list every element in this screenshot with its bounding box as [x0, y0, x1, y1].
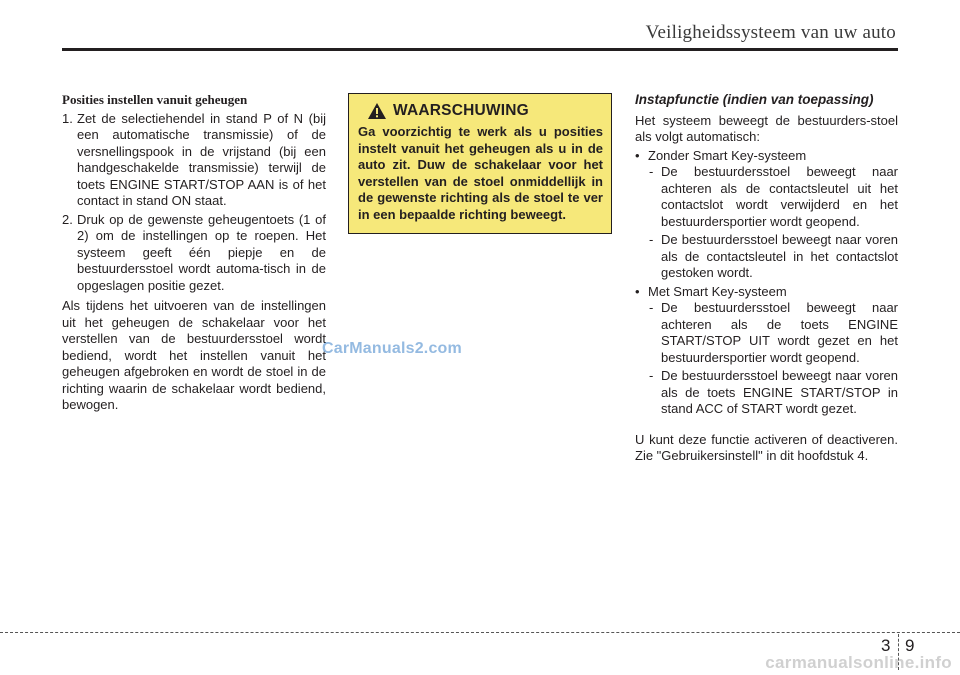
page-header-title: Veiligheidssysteem van uw auto	[645, 22, 896, 43]
step-text: Druk op de gewenste geheugentoets (1 of 2) om de instellingen op te roepen. Het systeem geeft één piepje en de bestuurdersstoel wordt automa-tisch in de opgeslagen positie gezet.	[77, 211, 326, 293]
middle-column	[348, 93, 612, 234]
entry-final-note: U kunt deze functie activeren of deactiveren. Zie "Gebruikersinstell" in dit hoofdstuk 4.	[635, 431, 898, 463]
sub-text: De bestuurdersstoel beweegt naar voren als de contactsleutel in het contactslot gestoken wordt.	[661, 232, 898, 280]
bullet-item	[635, 148, 898, 165]
sub-item	[649, 300, 898, 366]
page-number: 9	[905, 636, 915, 655]
warning-title: WAARSCHUWING	[393, 101, 529, 119]
warning-box	[348, 93, 612, 234]
step-number: 2.	[62, 211, 73, 227]
step-text: Zet de selectiehendel in stand P of N (bij een automatische transmissie) of de versnellingspook in de vrijstand (bij een handgeschakelde transmissie) terwijl de toets ENGINE START/STOP AAN is of het contact in stand ON staat.	[77, 110, 326, 208]
sub-text: De bestuurdersstoel beweegt naar achteren als de toets ENGINE START/STOP UIT wordt gezet en het bestuurdersportier wordt geopend.	[661, 300, 898, 365]
bullet-label: Zonder Smart Key-systeem	[648, 147, 807, 163]
left-column	[62, 92, 326, 414]
warning-header	[358, 102, 603, 120]
memory-paragraph: Als tijdens het uitvoeren van de instellingen uit het geheugen de schakelaar voor het verstellen van de bestuurdersstoel wordt bediend, wordt het instellen vanuit het geheugen afgebroken en wordt de stoel in de richting waarin de schakelaar wordt bediend, bewogen.	[62, 298, 326, 412]
warning-triangle-icon	[367, 102, 387, 120]
bullet-mark: •	[635, 147, 640, 163]
sub-text: De bestuurdersstoel beweegt naar achteren als de contactsleutel uit het contactslot wordt verwijderd en het bestuurdersportier wordt geopend.	[661, 164, 898, 229]
bullet-mark: •	[635, 283, 640, 299]
chapter-number: 3	[881, 636, 891, 655]
bullet-label: Met Smart Key-systeem	[648, 283, 787, 299]
dash-mark: -	[649, 300, 654, 315]
section-heading-memory: Posities instellen vanuit geheugen	[62, 92, 248, 107]
section-heading-entry-function: Instapfunctie (indien van toepassing)	[635, 92, 874, 107]
dash-mark: -	[649, 368, 654, 383]
footer-watermark: carmanualsonline.info	[765, 653, 952, 672]
sub-item	[649, 368, 898, 418]
step-number: 1.	[62, 110, 73, 126]
numbered-step-2	[62, 212, 326, 295]
watermark-carmanuals: CarManuals2.com	[322, 340, 462, 357]
right-column	[635, 92, 898, 465]
warning-text: Ga voorzichtig te werk als u posities instelt vanuit het geheugen als u in de auto zit. Duw de schakelaar voor het verstellen van de stoel onmiddellijk in de gewenste richting als de stoel te ver in een bepaalde richting beweegt.	[358, 124, 603, 222]
sub-item	[649, 164, 898, 230]
numbered-step-1	[62, 111, 326, 210]
sub-item	[649, 232, 898, 282]
footer-rule	[0, 632, 960, 633]
header-rule	[62, 48, 898, 51]
entry-intro: Het systeem beweegt de bestuurders-stoel als volgt automatisch:	[635, 112, 898, 144]
dash-mark: -	[649, 232, 654, 247]
dash-mark: -	[649, 164, 654, 179]
sub-text: De bestuurdersstoel beweegt naar voren als de toets ENGINE START/STOP in stand ACC of START wordt gezet.	[661, 368, 898, 416]
bullet-item	[635, 284, 898, 301]
